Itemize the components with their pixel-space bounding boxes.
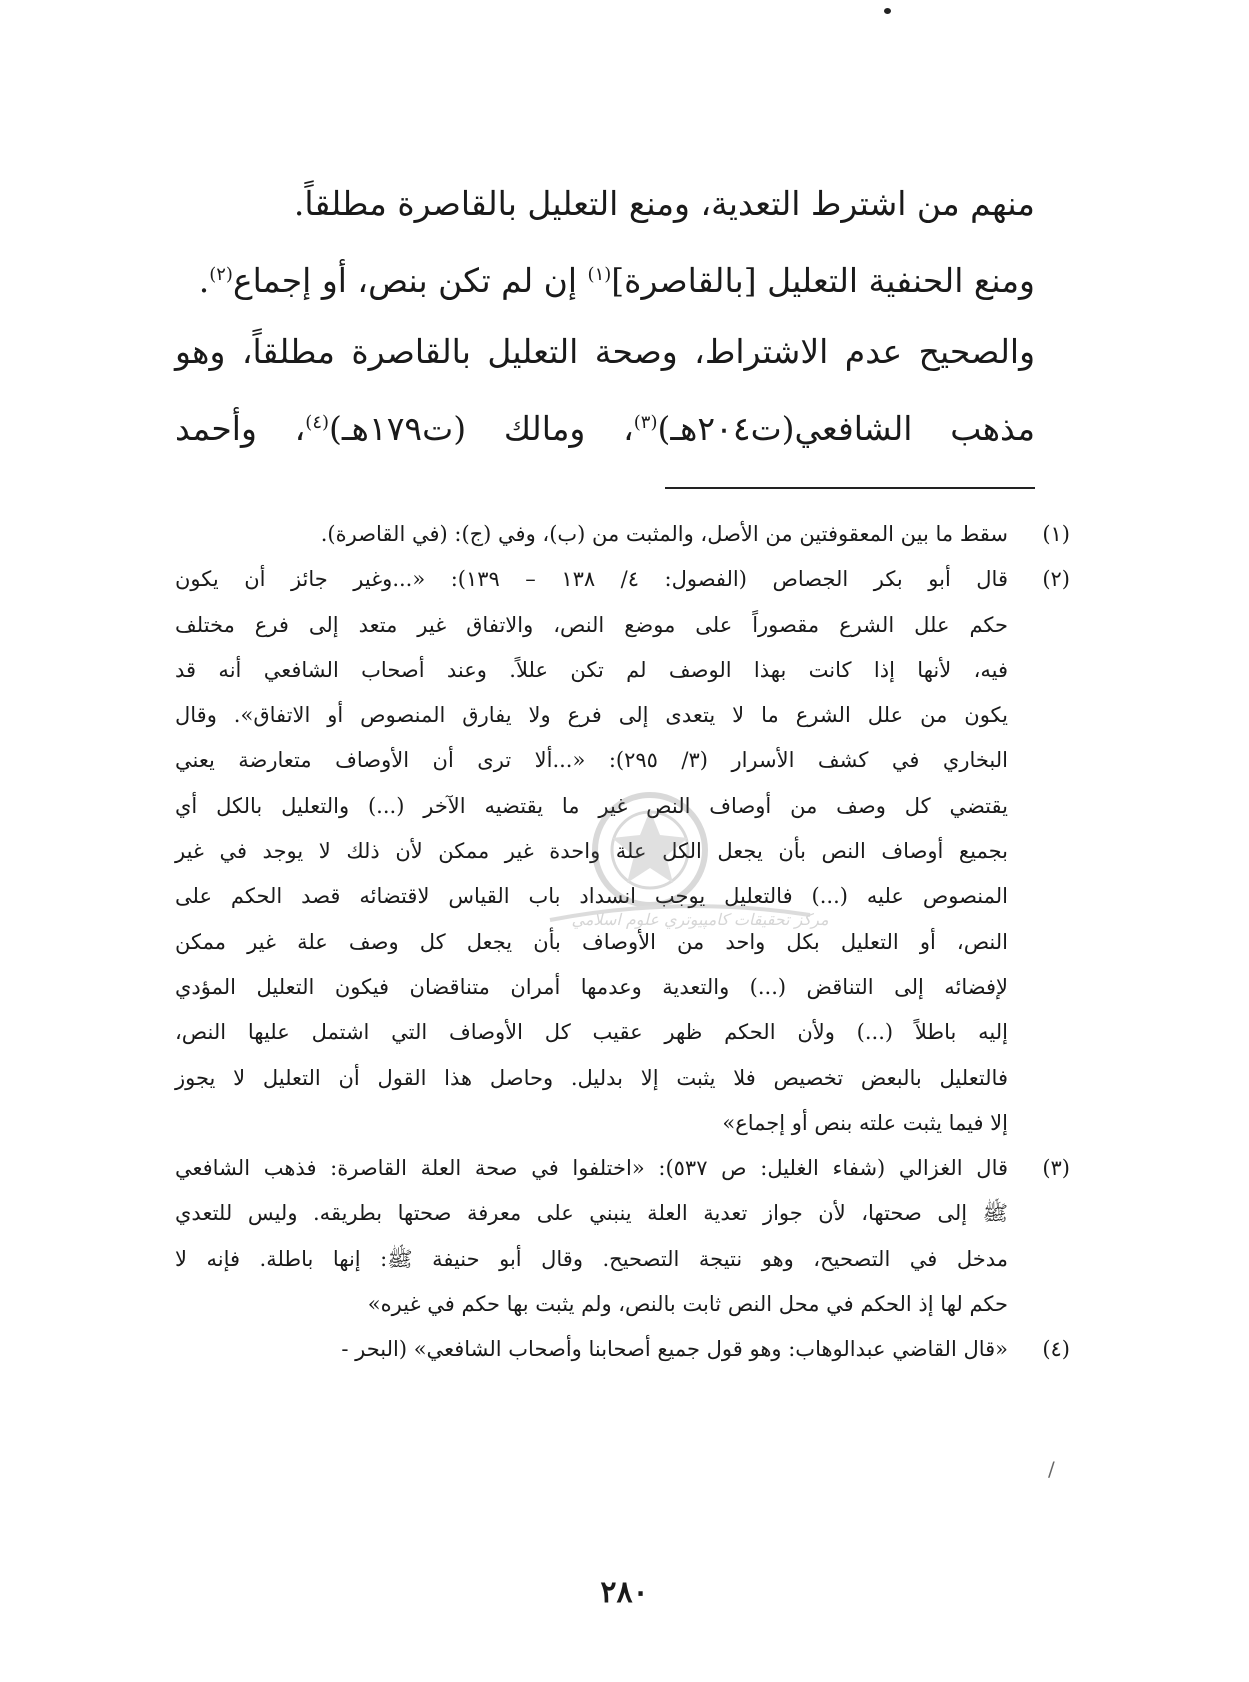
footnote-line: البخاري في كشف الأسرار (٣/ ٢٩٥): «...ألا ترى أن الأوصاف متعارضة يعني [175, 748, 1008, 773]
footnote-1 [175, 512, 1070, 557]
footnote-ref-4[interactable]: (٤) [305, 412, 330, 433]
footnote-line: بجميع أوصاف النص بأن يجعل الكل علة واحدة غير ممكن لأن ذلك لا يوجد في غير [175, 839, 1008, 864]
footnote-line: المنصوص عليه (...) فالتعليل يوجب انسداد باب القياس لاقتضائه قصد الحكم على [175, 884, 1008, 909]
footnote-line: لإفضائه إلى التناقض (...) والتعدية وعدمها أمران متناقضان فيكون التعليل المؤدي [175, 974, 1008, 999]
footnote-ref-3[interactable]: (٣) [633, 412, 658, 433]
main-line-2 [175, 239, 1035, 316]
footnote-number: (٢) [1042, 567, 1070, 592]
footnote-line: سقط ما بين المعقوفتين من الأصل، والمثبت من (ب)، وفي (ج): (في القاصرة). [320, 522, 1008, 546]
main-line-3: والصحيح عدم الاشتراط، وصحة التعليل بالقاصرة مطلقاً، وهو [175, 332, 1035, 371]
footnote-line: إلا فيما يثبت علته بنص أو إجماع» [722, 1110, 1008, 1135]
main-line-4 [175, 387, 1035, 464]
margin-mark: / [1048, 1457, 1055, 1481]
footnote-ref-1[interactable]: (١) [587, 264, 612, 285]
footnote-number: (١) [1042, 522, 1070, 546]
main-line-2-middle: إن لم تكن بنص، أو إجماع [232, 261, 588, 300]
footnote-line: فالتعليل بالبعض تخصيص فلا يثبت إلا بدليل. وحاصل هذا القول أن التعليل لا يجوز [175, 1065, 1008, 1090]
footnote-ref-2[interactable]: (٢) [209, 264, 233, 285]
footnote-separator [665, 487, 1035, 489]
footnote-line: يكون من علل الشرع ما لا يتعدى إلى فرع ولا يفارق المنصوص أو الاتفاق». وقال [175, 703, 1008, 728]
footnote-line: النص، أو التعليل بكل واحد من الأوصاف بأن يجعل كل وصف علة غير ممكن [175, 929, 1008, 954]
footnote-4 [175, 1327, 1070, 1372]
footnote-line: فيه، لأنها إذا كانت بهذا الوصف لم تكن عللاً. وعند أصحاب الشافعي أنه قد [175, 657, 1008, 682]
footnote-line: قال الغزالي (شفاء الغليل: ص ٥٣٧): «اختلفوا في صحة العلة القاصرة: فذهب الشافعي [175, 1156, 1008, 1181]
main-line-4-middle: ، ومالك (ت١٧٩هـ) [329, 409, 634, 448]
main-line-1: منهم من اشترط التعدية، ومنع التعليل بالقاصرة مطلقاً. [293, 184, 1035, 223]
main-line-4-start: مذهب الشافعي(ت٢٠٤هـ) [657, 409, 1035, 448]
footnote-number: (٣) [1042, 1156, 1070, 1181]
page-number: ٢٨٠ [600, 1575, 649, 1610]
main-line-4-end: ، وأحمد [175, 409, 306, 448]
footnote-line: «قال القاضي عبدالوهاب: وهو قول جميع أصحابنا وأصحاب الشافعي» (البحر - [341, 1337, 1008, 1362]
footnote-number: (٤) [1042, 1337, 1070, 1362]
footnote-line: إليه باطلاً (...) ولأن الحكم ظهر عقيب كل الأوصاف التي اشتمل عليها النص، [175, 1020, 1008, 1045]
main-line-2-start: ومنع الحنفية التعليل [بالقاصرة] [611, 261, 1035, 300]
scan-speck [884, 8, 891, 14]
main-line-2-end: . [198, 261, 210, 300]
footnote-line: مدخل في التصحيح، وهو نتيجة التصحيح. وقال أبو حنيفة ﷺ: إنها باطلة. فإنه لا [175, 1246, 1008, 1271]
footnote-line: يقتضي كل وصف من أوصاف النص غير ما يقتضيه الآخر (...) والتعليل بالكل أي [175, 793, 1008, 818]
footnote-3 [175, 1146, 1070, 1327]
footnote-line: ﷺ إلى صحتها، لأن جواز تعدية العلة ينبني على معرفة صحتها بطريقه. وليس للتعدي [175, 1201, 1008, 1226]
watermark-stamp [540, 790, 829, 960]
footnote-line: حكم علل الشرع مقصوراً على موضع النص، والاتفاق غير متعد إلى فرع مختلف [175, 612, 1008, 637]
watermark-emblem-icon [540, 790, 820, 960]
footnote-line: قال أبو بكر الجصاص (الفصول: ٤/ ١٣٨ – ١٣٩): «...وغير جائز أن يكون [175, 567, 1008, 592]
footnote-line: حكم لها إذ الحكم في محل النص ثابت بالنص، ولم يثبت بها حكم في غيره» [367, 1292, 1008, 1317]
main-text [175, 168, 1035, 464]
watermark-text: مركز تحقيقات كامپيوتري علوم اسلامي [571, 910, 829, 929]
